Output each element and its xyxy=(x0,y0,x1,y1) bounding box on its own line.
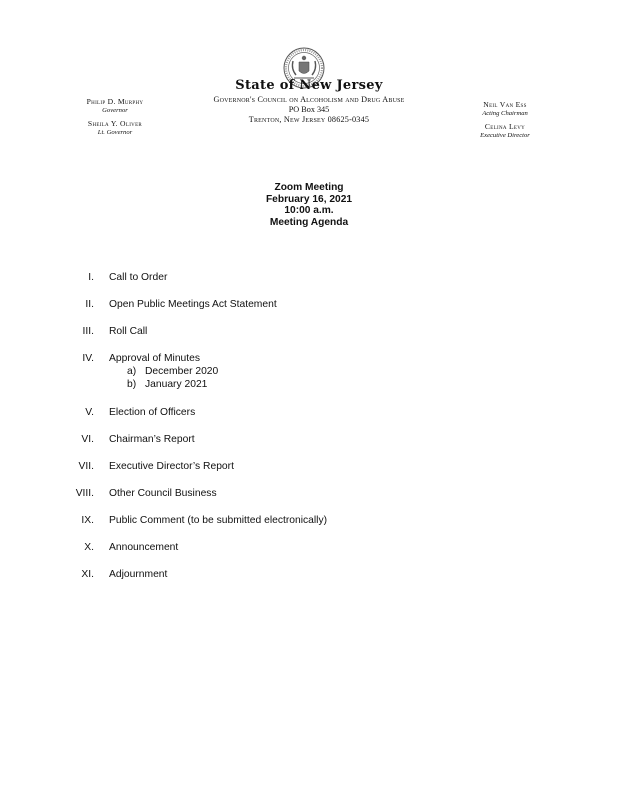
agenda-subitem xyxy=(0,366,600,380)
official-name: Celina Levy xyxy=(484,122,526,131)
agenda-item-number: I. xyxy=(88,272,94,283)
official-title: Governor xyxy=(102,107,128,114)
agenda-item-number: II. xyxy=(85,299,94,310)
agenda-item-text: Call to Order xyxy=(109,272,168,283)
meeting-type: Zoom Meeting xyxy=(274,182,344,193)
agenda-item xyxy=(0,434,600,448)
agenda-item xyxy=(0,326,600,340)
meeting-date: February 16, 2021 xyxy=(265,193,353,205)
agenda-subitem-text: January 2021 xyxy=(145,379,208,390)
agenda-item-text: Announcement xyxy=(109,542,179,553)
agenda-item-text: Chairman’s Report xyxy=(109,434,195,445)
meeting-heading xyxy=(0,182,618,228)
agenda-item xyxy=(0,542,600,556)
agenda-item xyxy=(0,488,600,502)
official-acting-chairman xyxy=(455,100,555,117)
council-name: Governor's Council on Alcoholism and Drug Abuse xyxy=(213,95,405,104)
agenda-subitem-letter: a) xyxy=(127,366,137,377)
po-box: PO Box 345 xyxy=(288,105,330,114)
agenda-item-text: Approval of Minutes xyxy=(109,353,201,364)
official-title: Executive Director xyxy=(480,132,530,139)
agenda-item-number: V. xyxy=(85,407,94,418)
agenda-item xyxy=(0,272,600,286)
agenda-item-number: IV. xyxy=(82,353,94,364)
agenda-item-number: X. xyxy=(84,542,94,553)
agenda-subitem-letter: b) xyxy=(127,379,137,390)
agenda-item-number: IX. xyxy=(81,515,94,526)
agenda-item-text: Open Public Meetings Act Statement xyxy=(109,299,277,310)
official-governor xyxy=(60,97,170,114)
agenda-item xyxy=(0,299,600,313)
agenda-item xyxy=(0,353,600,367)
meeting-time: 10:00 a.m. xyxy=(284,205,334,216)
agenda-item-text: Adjournment xyxy=(109,569,168,580)
agenda-item-number: VII. xyxy=(78,461,94,472)
agenda-subitem-text: December 2020 xyxy=(145,366,219,377)
agenda-item xyxy=(0,407,600,421)
agenda-item-text: Executive Director’s Report xyxy=(109,461,234,472)
agenda-item xyxy=(0,569,600,583)
agenda-item-text: Other Council Business xyxy=(109,488,217,499)
agenda-item-number: XI. xyxy=(81,569,94,580)
official-name: Philip D. Murphy xyxy=(86,97,144,106)
official-title: Acting Chairman xyxy=(482,110,528,117)
agenda-item-number: VI. xyxy=(81,434,94,445)
meeting-title: Meeting Agenda xyxy=(269,216,349,228)
agenda-item-number: III. xyxy=(82,326,94,337)
official-title: Lt. Governor xyxy=(97,129,133,136)
official-executive-director xyxy=(455,122,555,139)
agenda-item-text: Roll Call xyxy=(109,326,148,337)
agenda-item xyxy=(0,461,600,475)
official-name: Neil Van Ess xyxy=(483,100,527,109)
agenda-item xyxy=(0,515,600,529)
state-title: State of New Jersey xyxy=(235,78,383,93)
official-name: Sheila Y. Oliver xyxy=(87,119,143,128)
address: Trenton, New Jersey 08625-0345 xyxy=(248,115,370,124)
agenda-item-number: VIII. xyxy=(75,488,94,499)
agenda-subitem xyxy=(0,379,600,393)
official-lt-governor xyxy=(60,119,170,136)
agenda-item-text: Public Comment (to be submitted electronically) xyxy=(109,515,328,526)
agenda-item-text: Election of Officers xyxy=(109,407,196,418)
